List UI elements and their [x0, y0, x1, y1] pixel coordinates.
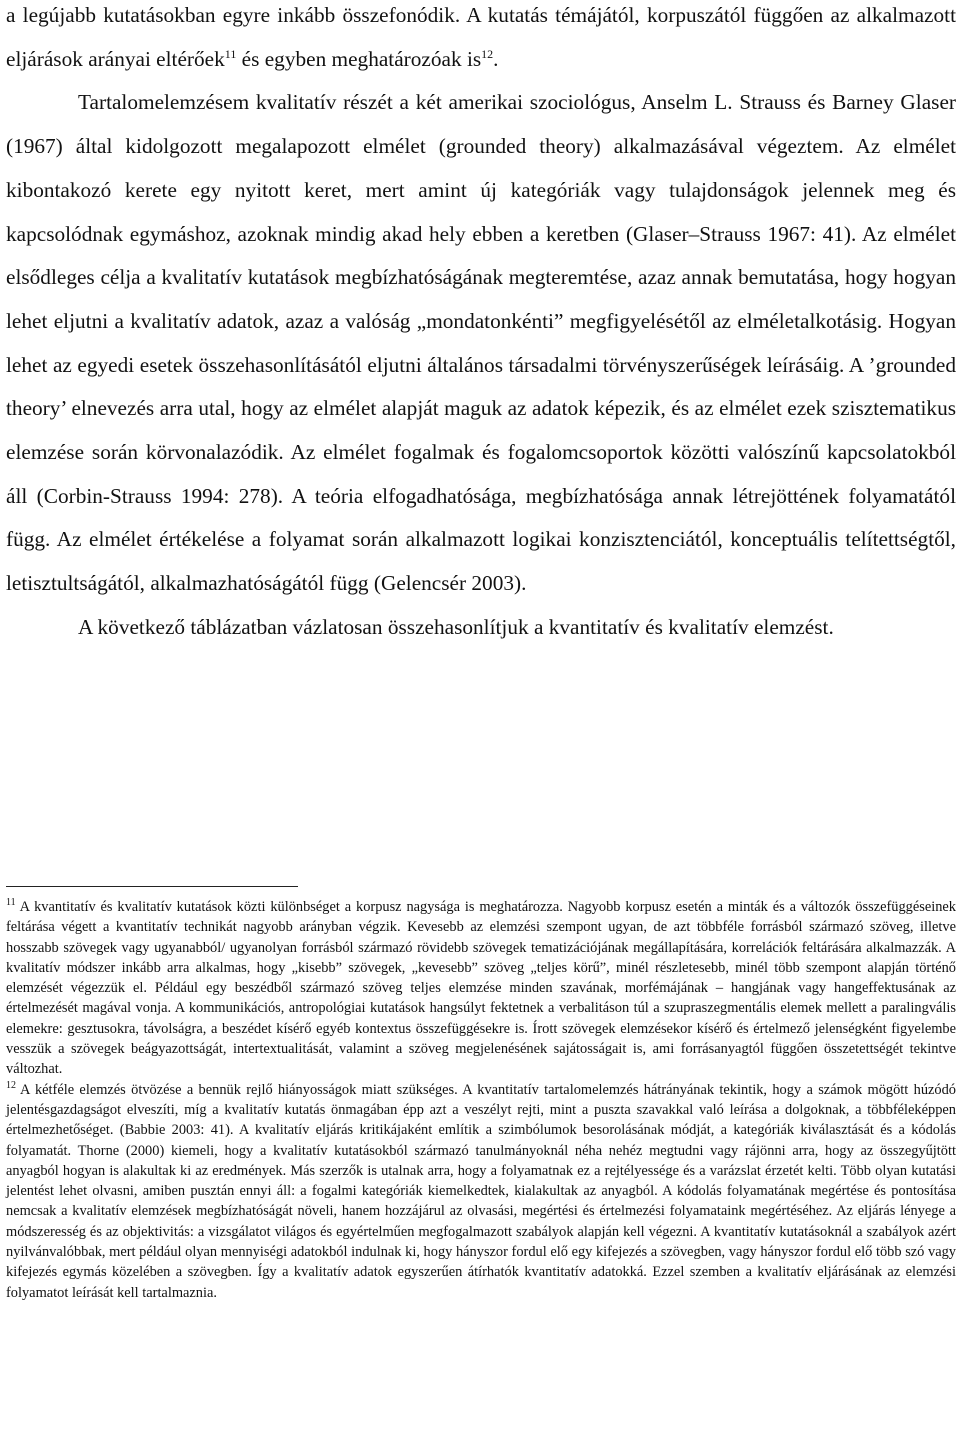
- paragraph-2: Tartalomelemzésem kvalitatív részét a két amerikai szociológus, Anselm L. Strauss és Barney Glaser (1967) által kidolgozott megalapozott elmélet (grounded theory) alkalmazásával végeztem. Az elmélet kibontakozó kerete egy nyitott keret, mert amint új kategóriák vagy tulajdonságok jelennek meg és kapcsolódnak egymáshoz, azoknak mindig akad hely ebben a keretben (Glaser–Strauss 1967: 41). Az elmélet elsődleges célja a kvalitatív kutatások megbízhatóságának megteremtése, azaz annak bemutatása, hogy hogyan lehet eljutni a kvalitatív adatok, azaz a valóság „mondatonkénti” megfigyelésétől az elméletalkotásig. Hogyan lehet az egyedi esetek összehasonlításától eljutni általános társadalmi törvényszerűségek leírásáig. A ’grounded theory’ elnevezés arra utal, hogy az elmélet alapját maguk az adatok képezik, és az elmélet ezek szisztematikus elemzése során körvonalazódik. Az elmélet fogalmak és fogalomcsoportok közötti valószínű kapcsolatokból áll (Corbin-Strauss 1994: 278). A teória elfogadhatósága, megbízhatósága annak létrejöttének folyamatától függ. Az elmélet értékelése a folyamat során alkalmazott logikai konzisztenciától, konceptuális telítettségtől, letisztultságától, alkalmazhatóságától függ (Gelencsér 2003).: [6, 90, 956, 596]
- footnote-ref-11[interactable]: 11: [224, 46, 237, 61]
- footnotes: [6, 897, 956, 1303]
- footnote-12: [6, 1080, 956, 1303]
- footnote-number: 12: [6, 1079, 16, 1091]
- footnote-separator: [6, 886, 298, 887]
- main-text: [6, 0, 956, 650]
- footnote-number: 11: [6, 897, 16, 909]
- footnote-11: [6, 897, 956, 1080]
- footnote-text: A kvantitatív és kvalitatív kutatások közti különbséget a korpusz nagysága is meghatározza. Nagyobb korpusz esetén a minták és a változók összefüggéseinek feltárása végett a kvantitatív technikát nagyobb arányban végzik. Kevesebb az elemzési szempont ugyan, de azt többféle forrásból származó szöveg, illetve hosszabb szövegek vagy ugyanabból/ ugyanolyan forrásból származó rövidebb szövegek tematizációjának megállapítására, korrelációk feltárására alkalmazzák. A kvalitatív módszer inkább arra alkalmas, hogy „kisebb” szövegek, „kevesebb” szöveg „teljes körű”, minél részletesebb, minél több szempont alapján történő elemzését végezzük el. Például egy beszédből származó szöveg teljes elemzése minden szavának, morfémájának – hangjának vagy hangeffektusának az értelmezését magával vonja. A kommunikációs, antropológiai kutatások hangsúlyt fektetnek a verbalitáson túl a szupraszegmentális elemek mellett a paralingvális elemekre: gesztusokra, távolságra, a beszédet kísérő egyéb kontextus összefüggésekre is. Írott szövegek elemzésekor kísérő és értelmező jelenségként figyelembe vesszük a szövegek beágyazottságát, intertextualitását, valamint a szöveg megjelenésének sajátosságait is, ami forrásanyagtól függően összetettségét tekintve változhat.: [6, 899, 956, 1078]
- footnote-text: A kétféle elemzés ötvözése a bennük rejlő hiányosságok miatt szükséges. A kvantitatív tartalomelemzés hátrányának tekintik, hogy a számok mögött húzódó jelentésgazdagságot elveszíti, míg a kvalitatív kutatás önmagában épp azt a veszélyt rejti, mint a puszta szavakkal való leírása a dolgoknak, a többféleképpen értelmezhetőséget. (Babbie 2003: 41). A kvalitatív eljárás kritikájaként említik a szimbólumok besorolásának módját, a kategóriák kiválasztását és a kódolás folyamatát. Thorne (2000) kiemeli, hogy a kvalitatív kutatásokból származó tanulmányoknál néha nehéz megtudni vagy rájönni arra, hogy az összegyűjtött anyagból hogyan is alakultak ki az eredmények. Más szerzők is utalnak arra, hogy a folyamatnak ez a rejtélyessége és a varázslat érzetét kelti. Több olyan kutatási jelentést lehet olvasni, amiben pusztán ennyi áll: a fogalmi kategóriák kiemelkedtek, kialakultak az anyagból. A kódolás folyamatának megértése és pontosítása nemcsak a kvalitatív elemzések megbízhatóságát növeli, hanem hozzájárul az olvasási, megértési és értelmezési folyamataink megértéséhez. Az eljárás lényege a módszeresség és az objektivitás: a vizsgálatot világos és egyértelműen megfogalmazott szabályok alapján kell végezni. A kvantitatív kutatásoknál a szabályok azért nyilvánvalóbbak, mert például olyan mennyiségi adatokból indulnak ki, hogy hányszor fordul elő egy kifejezés a szövegben, vagy hányszor fordul elő több szó vagy kifejezés egymás közelében a szövegben. Így a kvalitatív adatok egyszerűen átírhatók kvantitatív adatokká. Ezzel szemben a kvalitatív eljárásának az elemzési folyamatot leírását kell tartalmaznia.: [6, 1081, 956, 1301]
- paragraph-1: a legújabb kutatásokban egyre inkább összefonódik. A kutatás témájától, korpuszától függően az alkalmazott eljárások arányai eltérőek$^{11}$ és egyben meghatározóak $is^{12}$.: [6, 3, 956, 71]
- paragraph-3: A következő táblázatban vázlatosan összehasonlítjuk a kvantitatív és kvalitatív elemzést.: [78, 614, 834, 639]
- footnote-ref-12[interactable]: 12: [481, 46, 494, 61]
